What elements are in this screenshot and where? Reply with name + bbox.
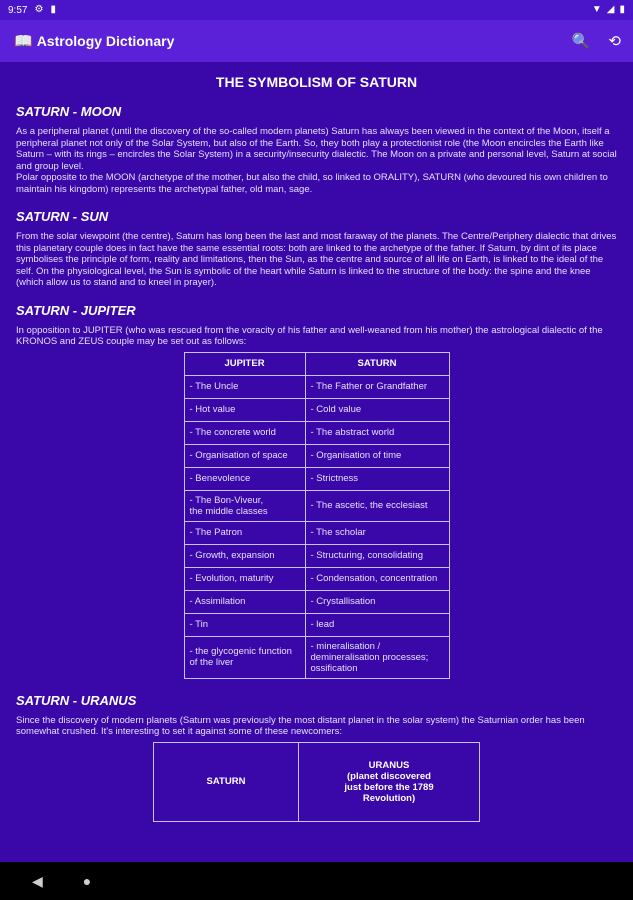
search-icon[interactable]: 🔍 [571,33,591,50]
app-title: Astrology Dictionary [36,33,175,49]
section-heading-sun: SATURN - SUN [16,209,109,224]
table-row [184,567,449,590]
jupiter-saturn-table [184,352,450,679]
saturn-cell: - Strictness [305,467,449,490]
article-content[interactable] [0,62,633,862]
table-row [184,444,449,467]
table-header: URANUS (planet discovered just before the 1789 Revolution) [299,742,480,821]
table-row [184,421,449,444]
saturn-cell: - The ascetic, the ecclesiast [305,490,449,521]
saturn-cell: - The Father or Grandfather [305,375,449,398]
back-icon[interactable]: ◀ [32,872,43,889]
saturn-cell: - The scholar [305,521,449,544]
saturn-uranus-table [153,742,480,822]
status-time: 9:57 [8,4,28,16]
wifi-icon: ▼ [591,4,602,15]
saturn-cell: - Structuring, consolidating [305,544,449,567]
section-heading-uranus: SATURN - URANUS [16,692,137,708]
table-row [184,490,449,521]
jupiter-cell: - Hot value [184,398,305,421]
section-heading-jupiter: SATURN - JUPITER [16,302,136,318]
gear-icon: ⚙ [34,4,44,15]
saturn-cell: - mineralisation / demineralisation processes; ossification [305,636,449,678]
home-icon[interactable]: ● [82,873,92,889]
saturn-cell: - Condensation, concentration [305,567,449,590]
table-body [184,375,449,678]
article-title: THE SYMBOLISM OF SATURN [215,74,418,90]
jupiter-cell: - The Uncle [184,375,305,398]
section-paragraph: Polar opposite to the MOON (archetype of the mother, but also the child, so linked to ORALITY), SATURN (who devoured his own children to maintain his kingdom) represents the archetypal father, old man, sage. [16,172,608,195]
table-header: SATURN [305,352,449,375]
table-row [184,375,449,398]
battery-icon: ▮ [619,4,625,15]
table-row [184,613,449,636]
saturn-cell: - Crystallisation [305,590,449,613]
table-header: JUPITER [184,352,305,375]
table-header: SATURN [154,742,299,821]
app-bar [0,20,633,62]
jupiter-cell: - The Bon-Viveur, the middle classes [184,490,305,521]
navigation-bar [0,862,633,900]
jupiter-cell: - Organisation of space [184,444,305,467]
section-heading-moon: SATURN - MOON [16,104,122,119]
book-icon: 📖 [14,33,33,50]
table-row [184,398,449,421]
jupiter-cell: - The concrete world [184,421,305,444]
section-paragraph: Since the discovery of modern planets (Saturn was previously the most distant planet in the solar system) the Saturnian order has been somewhat crushed. It's interesting to set it against some of these newcomers: [16,714,585,737]
table-row [184,521,449,544]
section-paragraph: From the solar viewpoint (the centre), Saturn has long been the last and most faraway of the planets. The Centre/Periphery dialectic that drives this planetary couple does in fact have the same essential roots: both are linked to the archetype of the father. If Saturn, by dint of its place symbolises the principle of form, reality and limitations, then the Sun, as the centre and source of all life on Earth, is linked to the ideal of the self. On the physiological level, the Sun is symbolic of the heart while Saturn is linked to the structure of the body: the spine and the knee (which allow us to stand and to kneel in prayer). [16,231,617,288]
jupiter-cell: - Growth, expansion [184,544,305,567]
table-row [184,590,449,613]
saturn-cell: - Cold value [305,398,449,421]
saturn-cell: - lead [305,613,449,636]
jupiter-cell: - Assimilation [184,590,305,613]
sd-card-icon: ▮ [50,4,56,15]
saturn-cell: - Organisation of time [305,444,449,467]
section-paragraph: As a peripheral planet (until the discovery of the so-called modern planets) Saturn has always been viewed in the context of the Moon, itself a peripheral planet not only of the Solar System, but also of the Earth. So, they both play a protectionist role (the Moon encircles the Earth like Saturn – with its rings – encircles the Solar System) in a security/insecurity dialectic. The Moon on a private and personal level, Saturn at social and group level. [16,126,617,172]
jupiter-cell: - the glycogenic function of the liver [184,636,305,678]
jupiter-cell: - Tin [184,613,305,636]
table-row [184,636,449,678]
table-row [184,544,449,567]
refresh-icon[interactable]: ⟲ [608,33,621,50]
status-bar [0,0,633,20]
table-row [184,467,449,490]
jupiter-cell: - Benevolence [184,467,305,490]
section-paragraph: In opposition to JUPITER (who was rescued from the voracity of his father and well-weaned from his mother) the astrological dialectic of the KRONOS and ZEUS couple may be set out as follows: [16,324,603,347]
saturn-cell: - The abstract world [305,421,449,444]
signal-icon: ◢ [606,4,615,15]
jupiter-cell: - The Patron [184,521,305,544]
jupiter-cell: - Evolution, maturity [184,567,305,590]
